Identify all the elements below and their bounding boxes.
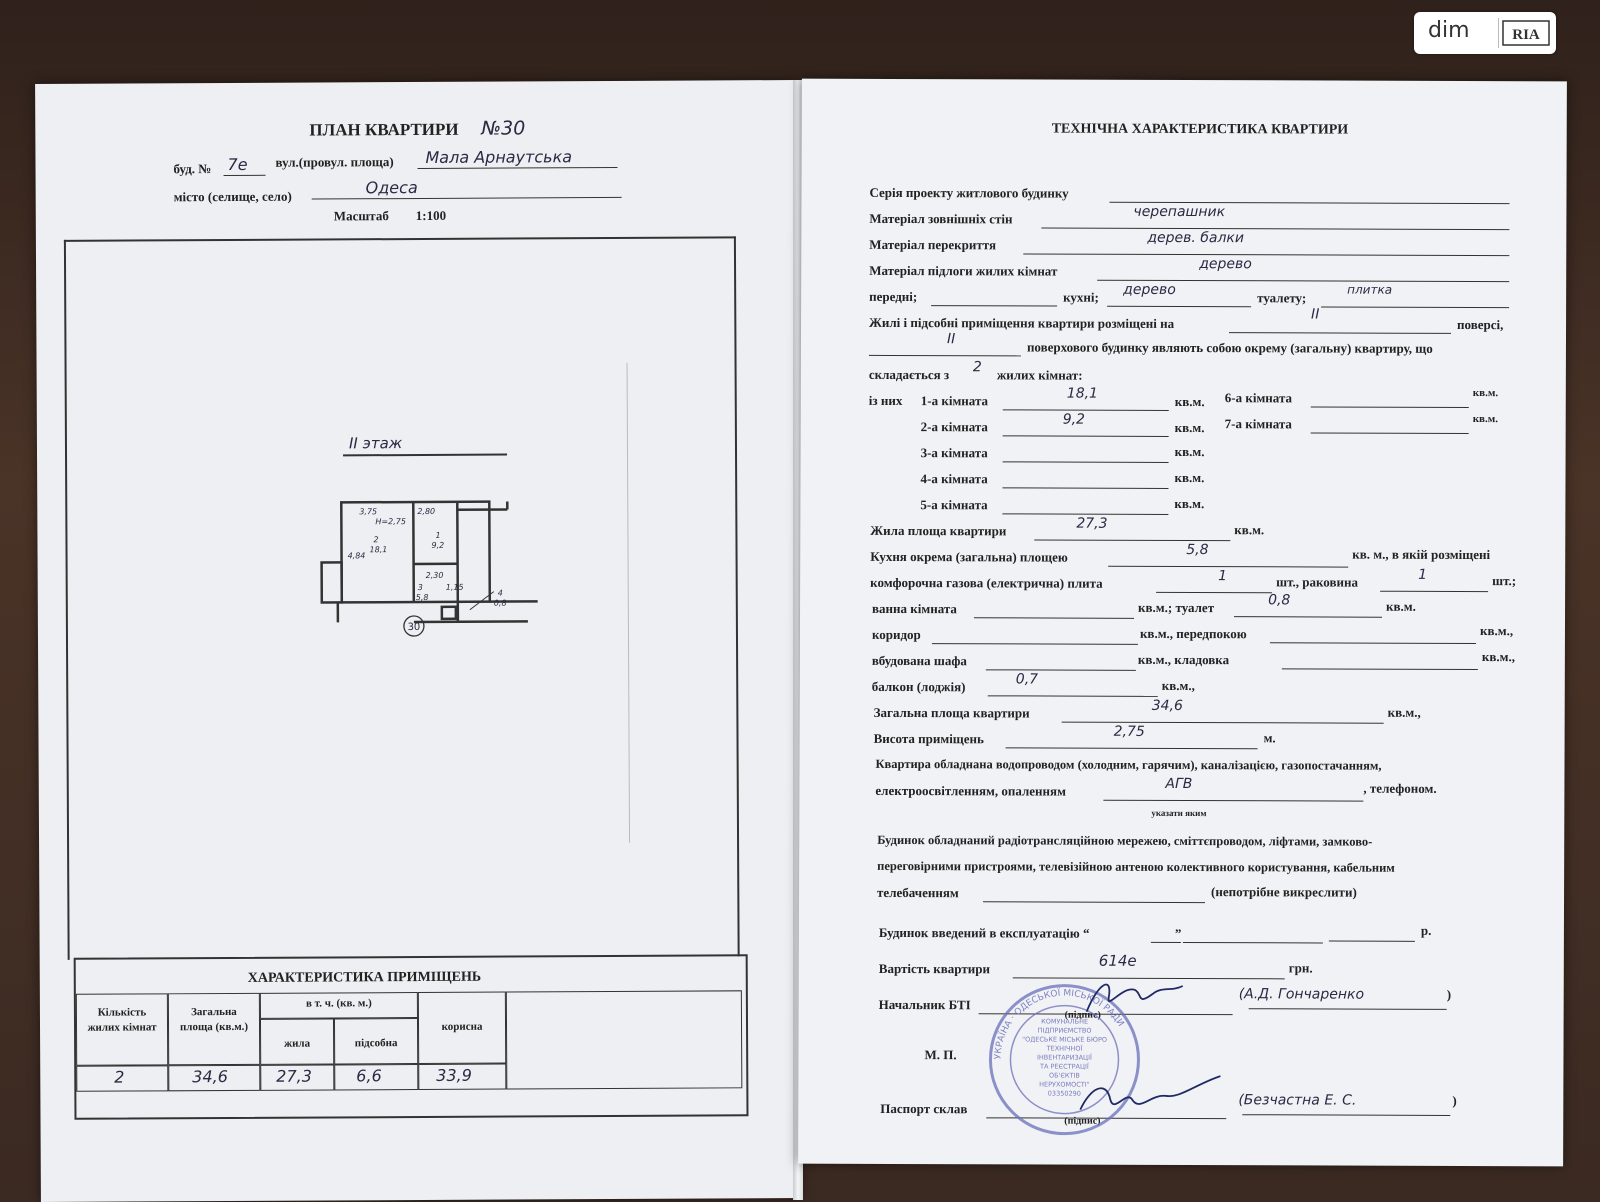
- stamp-line: НЕРУХОМОСТІ": [1039, 1081, 1090, 1089]
- pcs-label: шт.;: [1492, 573, 1516, 589]
- which-note: указати яким: [1151, 808, 1206, 818]
- floor-material-value: дерево: [1199, 256, 1252, 272]
- plan-kitchen-dim: 2,30: [426, 571, 444, 580]
- plan-room2-num: 2: [373, 535, 378, 544]
- located-floor-value: II: [1311, 306, 1319, 322]
- stamp-line: ТА РЕЄСТРАЦІЇ: [1039, 1062, 1089, 1071]
- plan-kitchen-area: 5,8: [416, 593, 429, 602]
- sqm-anteroom: кв.м.,: [1480, 623, 1513, 639]
- col-total-header: Загальна площа (кв.м.): [174, 1005, 254, 1035]
- passport-label: Паспорт склав: [880, 1101, 967, 1117]
- of-them-label: із них: [869, 393, 903, 409]
- stamp-ring-text: УКРАЇНА · ОДЕСЬКОЇ МІСЬКОЇ РАДИ: [993, 987, 1125, 1060]
- sqm-4: кв.м.: [1174, 470, 1204, 486]
- stove-value: 1: [1218, 568, 1227, 584]
- stamp-line: ІНВЕНТАРИЗАЦІЇ: [1037, 1052, 1092, 1061]
- sqm-3: кв.м.: [1175, 444, 1205, 460]
- sqm-balcony: кв.м.,: [1162, 678, 1195, 694]
- stamp-line: "ОДЕСЬКЕ МІСЬКЕ БЮРО: [1022, 1035, 1107, 1043]
- room2-label: 2-а кімната: [921, 419, 988, 435]
- value-useful-area: 33,9: [436, 1066, 472, 1085]
- stamp-line: ПІДПРИЄМСТВО: [1038, 1026, 1092, 1034]
- plan-apt-circle-num: 30: [408, 622, 421, 633]
- seal-place-label: М. П.: [924, 1047, 956, 1063]
- sqm-5: кв.м.: [1174, 496, 1204, 512]
- city-label: місто (селище, село): [174, 189, 292, 206]
- plan-kitchen-num: 3: [418, 583, 423, 592]
- scale-value: 1:100: [416, 208, 446, 224]
- strike-note: (непотрібне викреслити): [1211, 884, 1357, 901]
- plan-dim-top2: 2,80: [417, 507, 435, 516]
- right-page-technical-characteristics: [798, 79, 1567, 1167]
- consists-label: складається з: [869, 367, 949, 383]
- equipment-line1: Квартира обладнана водопроводом (холодним, гарячим), каналізацією, газопостачанням,: [875, 757, 1381, 774]
- year-suffix: р.: [1421, 923, 1432, 939]
- sqm-living: кв.м.: [1234, 522, 1264, 538]
- kitchen-area-value: 5,8: [1186, 542, 1208, 558]
- house-line2: переговірними пристроями, телевізійною антеною колективного користування, кабельним: [877, 859, 1395, 876]
- commissioned-label: Будинок введений в експлуатацію “: [879, 925, 1090, 942]
- plan-side-dim: 4,84: [348, 551, 366, 560]
- sqm-toilet: кв.м.: [1386, 599, 1416, 615]
- living-rooms-label: жилих кімнат:: [997, 367, 1083, 383]
- anteroom-label: кв.м., передпокою: [1140, 626, 1247, 642]
- plan-title: ПЛАН КВАРТИРИ: [309, 120, 458, 141]
- cost-value: 614е: [1099, 952, 1137, 970]
- consists-value: 2: [973, 359, 982, 375]
- plan-room1-area: 9,2: [431, 541, 444, 550]
- balcony-value: 0,7: [1016, 671, 1038, 687]
- room1-value: 18,1: [1067, 386, 1098, 402]
- plan-wc-area: 0,8: [494, 599, 507, 608]
- toilet-floor-label: туалету;: [1257, 290, 1306, 306]
- walls-value: черепашник: [1133, 204, 1225, 220]
- room6-label: 6-а кімната: [1225, 390, 1292, 406]
- toilet-area-label: кв.м.; туалет: [1138, 600, 1214, 616]
- house-line1: Будинок обладнаний радіотрансляційною мережею, сміттєпроводом, ліфтами, замково-: [877, 833, 1372, 850]
- svg-text:RIA: RIA: [1512, 27, 1540, 43]
- corridor-label: коридор: [872, 627, 921, 643]
- street-value: Мала Арнаутська: [425, 147, 572, 167]
- head-signature: [1079, 972, 1199, 1022]
- kitchen-area-label: Кухня окрема (загальна) площею: [870, 549, 1068, 566]
- height-label: Висота приміщень: [874, 731, 984, 747]
- living-area-label: Жила площа квартири: [870, 523, 1006, 539]
- room3-label: 3-а кімната: [921, 445, 988, 461]
- commissioned-quote: ”: [1175, 926, 1182, 942]
- plan-wc-num: 4: [498, 589, 503, 598]
- room4-label: 4-а кімната: [920, 471, 987, 487]
- sqm-6: кв.м.: [1473, 387, 1498, 399]
- plan-room1-num: 1: [435, 531, 440, 540]
- value-living-area: 27,3: [276, 1067, 312, 1086]
- sink-label: шт., раковина: [1276, 574, 1358, 590]
- head-close-paren: ): [1447, 987, 1451, 1003]
- storeys-text: поверхового будинку являють собою окрему (загальну) квартиру, що: [1027, 339, 1433, 356]
- floor-material-label: Матеріал підлоги жилих кімнат: [869, 263, 1057, 280]
- signature-note-2: (підпис): [1064, 1116, 1100, 1127]
- height-value: 2,75: [1114, 724, 1145, 740]
- building-label: буд. №: [173, 161, 211, 177]
- building-number: 7е: [227, 155, 247, 174]
- balcony-label: балкон (лоджія): [872, 679, 966, 695]
- equipment-line2-label: електроосвітленням, опаленням: [875, 783, 1066, 800]
- stamp-line: КОМУНАЛЬНЕ: [1041, 1018, 1088, 1026]
- total-area-label: Загальна площа квартири: [874, 705, 1030, 722]
- walls-label: Матеріал зовнішніх стін: [869, 211, 1012, 227]
- phone-label: , телефоном.: [1363, 781, 1436, 797]
- living-area-value: 27,3: [1076, 516, 1107, 532]
- cable-label: телебаченням: [877, 885, 959, 901]
- value-rooms: 2: [114, 1068, 124, 1087]
- col-useful-header: корисна: [422, 1020, 502, 1035]
- plan-room2-area: 18,1: [369, 545, 387, 554]
- left-page-floor-plan: [35, 80, 801, 1202]
- premises-table-title: ХАРАКТЕРИСТИКА ПРИМІЩЕНЬ: [248, 970, 481, 987]
- ceiling-value: дерев. балки: [1147, 230, 1244, 246]
- scale-label: Масштаб: [334, 208, 389, 224]
- col-aux-header: підсобна: [338, 1036, 414, 1051]
- series-label: Серія проекту житлового будинку: [869, 185, 1068, 202]
- cost-label: Вартість квартири: [879, 961, 990, 977]
- ceiling-label: Матеріал перекриття: [869, 237, 996, 253]
- ria-logo-icon: [1502, 20, 1550, 46]
- tech-title: ТЕХНІЧНА ХАРАКТЕРИСТИКА КВАРТИРИ: [1052, 122, 1349, 139]
- heating-value: АГВ: [1165, 776, 1192, 792]
- apartment-number: №30: [481, 117, 525, 139]
- total-area-value: 34,6: [1152, 698, 1183, 714]
- plan-corridor: 1,15: [446, 583, 464, 592]
- logo-text: dim: [1428, 18, 1470, 43]
- height-unit: м.: [1264, 730, 1276, 746]
- floor-word: поверсі,: [1457, 317, 1503, 333]
- kitchen-floor-label: кухні;: [1063, 290, 1099, 306]
- stamp-line: ТЕХНІЧНОЇ: [1046, 1044, 1083, 1053]
- room1-label: 1-а кімната: [921, 393, 988, 409]
- signature-note-1: (підпис): [1065, 1010, 1101, 1021]
- head-bti-label: Начальник БТІ: [879, 997, 971, 1013]
- stamp-line: ОБ'ЄКТІВ: [1049, 1072, 1080, 1080]
- city-value: Одеса: [366, 178, 418, 197]
- sqm-total: кв.м.,: [1388, 705, 1421, 721]
- storeys-value: II: [947, 331, 955, 347]
- currency-label: грн.: [1289, 960, 1313, 976]
- stove-label: комфорочна газова (електрична) плита: [870, 575, 1103, 592]
- sqm-7: кв.м.: [1473, 413, 1498, 425]
- passport-name: (Безчастна Е. С.: [1238, 1092, 1356, 1108]
- toilet-floor-value: плитка: [1347, 283, 1392, 297]
- col-incl-header: в т. ч. (кв. м.): [264, 996, 414, 1012]
- pantry-label: кв.м., кладовка: [1138, 652, 1229, 668]
- value-total-area: 34,6: [192, 1067, 228, 1086]
- value-aux-area: 6,6: [356, 1066, 382, 1085]
- stamp-line: 03350290: [1048, 1090, 1081, 1098]
- sink-value: 1: [1418, 567, 1427, 583]
- dimria-logo[interactable]: [1414, 12, 1556, 54]
- kitchen-floor-value: дерево: [1123, 282, 1176, 298]
- col-living-header: жила: [264, 1036, 330, 1051]
- bathroom-label: ванна кімната: [872, 601, 957, 617]
- passport-close-paren: ): [1452, 1093, 1456, 1109]
- col-rooms-header: Кількість жилих кімнат: [84, 1005, 160, 1035]
- head-bti-name: (А.Д. Гончаренко: [1239, 986, 1364, 1002]
- sqm-2: кв.м.: [1175, 420, 1205, 436]
- toilet-area-value: 0,8: [1268, 592, 1290, 608]
- street-label: вул.(провул. площа): [275, 154, 393, 171]
- logo-divider: [1498, 18, 1499, 48]
- closet-label: вбудована шафа: [872, 653, 967, 669]
- passport-signature: [1070, 1070, 1230, 1127]
- kitchen-area-tail: кв. м., в якій розміщені: [1352, 547, 1490, 563]
- room2-value: 9,2: [1063, 412, 1085, 428]
- room7-label: 7-а кімната: [1225, 416, 1292, 432]
- hall-label: передні;: [869, 289, 917, 305]
- plan-dim-top: 3,75: [359, 507, 377, 516]
- located-label: Жилі і підсобні приміщення квартири розміщені на: [869, 315, 1174, 332]
- plan-height: H=2,75: [375, 517, 406, 526]
- floor-label: II этаж: [349, 434, 402, 452]
- sqm-pantry: кв.м.,: [1482, 649, 1515, 665]
- sqm-1: кв.м.: [1175, 394, 1205, 410]
- room5-label: 5-а кімната: [920, 497, 987, 513]
- apartment-floor-plan: [317, 491, 538, 652]
